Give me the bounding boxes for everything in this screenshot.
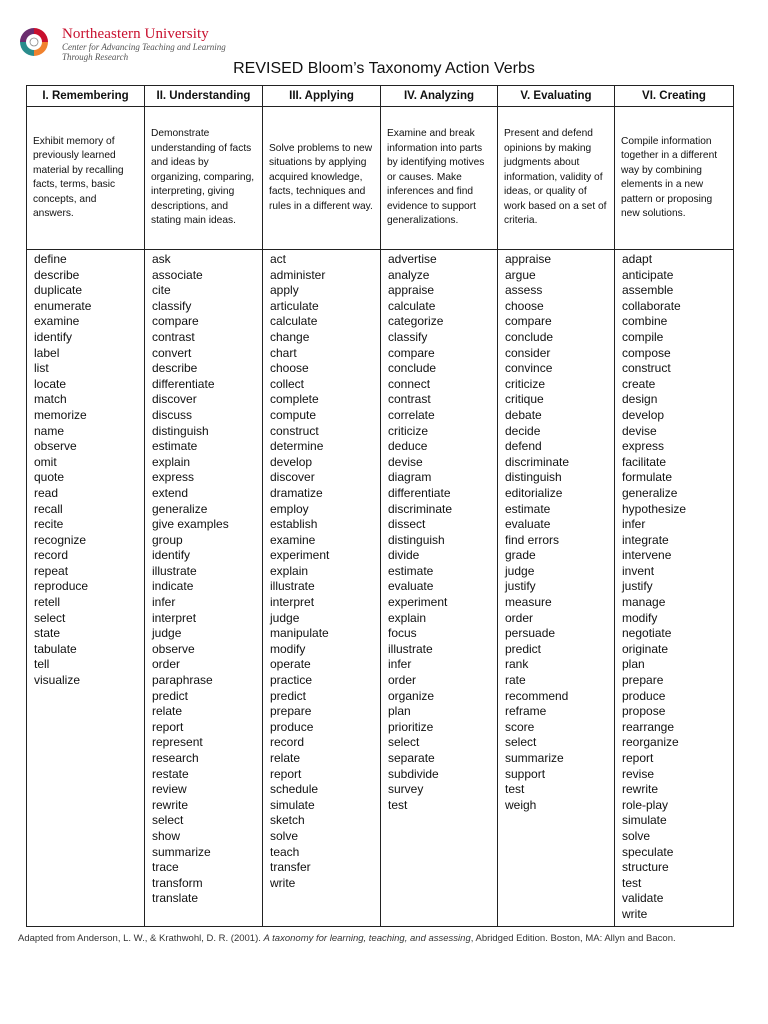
- verb-item: solve: [270, 828, 299, 843]
- verb-item: read: [34, 485, 59, 500]
- verb-item: compile: [622, 329, 664, 344]
- verb-item: design: [622, 392, 658, 407]
- verb-item: label: [34, 345, 60, 360]
- verb-item: develop: [270, 454, 313, 469]
- verb-item: justify: [622, 579, 653, 594]
- verb-item: state: [34, 626, 61, 641]
- verb-list-evaluating: [498, 250, 615, 927]
- verb-item: advertise: [388, 252, 437, 266]
- verb-item: construct: [622, 361, 671, 376]
- verb-item: generalize: [622, 485, 678, 500]
- verb-item: observe: [34, 439, 77, 454]
- column-description: Exhibit memory of previously learned material by recalling facts, terms, basic concepts, and answers.: [27, 107, 145, 250]
- center-name-line-2: Through Research: [62, 52, 129, 62]
- verb-item: identify: [34, 329, 73, 344]
- verb-item: recall: [34, 501, 63, 516]
- verb-item: enumerate: [34, 298, 92, 313]
- verb-item: recite: [34, 517, 64, 532]
- verb-item: order: [388, 673, 417, 688]
- verb-item: report: [152, 719, 184, 734]
- verb-item: separate: [388, 751, 435, 765]
- verb-item: write: [270, 875, 296, 890]
- verb-item: group: [152, 532, 183, 547]
- verb-item: formulate: [622, 470, 673, 485]
- verb-item: experiment: [388, 595, 448, 610]
- citation-suffix: , Abridged Edition. Boston, MA: Allyn and Bacon.: [470, 933, 676, 944]
- verb-item: observe: [152, 641, 195, 656]
- verb-item: focus: [388, 626, 417, 641]
- verb-item: survey: [388, 782, 424, 797]
- verb-item: explain: [388, 610, 427, 625]
- verb-item: select: [505, 735, 537, 750]
- column-description: Solve problems to new situations by applying acquired knowledge, facts, techniques and rules in a different way.: [263, 107, 381, 250]
- citation-footer: [18, 933, 738, 945]
- verb-item: write: [622, 906, 648, 921]
- verb-item: explain: [152, 454, 191, 469]
- university-logo-icon: [18, 26, 50, 58]
- verb-item: diagram: [388, 470, 432, 485]
- verb-item: locate: [34, 376, 67, 391]
- verb-item: restate: [152, 766, 189, 781]
- verb-item: relate: [152, 704, 183, 719]
- verb-item: reframe: [505, 704, 547, 719]
- verb-item: apply: [270, 283, 299, 298]
- verb-item: select: [152, 813, 184, 828]
- verb-item: grade: [505, 548, 536, 563]
- verb-item: compose: [622, 345, 671, 360]
- verb-item: research: [152, 751, 199, 765]
- verb-item: decide: [505, 423, 541, 438]
- citation-book-title: A taxonomy for learning, teaching, and assessing: [263, 933, 471, 944]
- verb-item: choose: [505, 298, 544, 313]
- verb-item: assemble: [622, 283, 674, 298]
- verb-item: test: [388, 797, 408, 812]
- verb-item: differentiate: [388, 485, 451, 500]
- verb-item: interpret: [270, 595, 315, 610]
- verb-item: match: [34, 392, 67, 407]
- verb-item: identify: [152, 548, 191, 563]
- verb-item: collaborate: [622, 298, 681, 313]
- verb-item: rewrite: [152, 797, 189, 812]
- verb-item: compare: [388, 345, 435, 360]
- verb-item: retell: [34, 595, 61, 610]
- verb-item: express: [622, 439, 665, 454]
- verb-item: devise: [622, 423, 657, 438]
- verb-item: operate: [270, 657, 311, 672]
- verb-item: reproduce: [34, 579, 89, 594]
- verb-item: plan: [388, 704, 411, 719]
- verb-item: ask: [152, 252, 171, 266]
- verb-list-creating: [615, 250, 734, 927]
- verb-item: illustrate: [152, 563, 197, 578]
- verb-item: solve: [622, 828, 651, 843]
- verb-item: differentiate: [152, 376, 215, 391]
- verb-item: indicate: [152, 579, 194, 594]
- verb-item: review: [152, 782, 187, 797]
- verb-item: distinguish: [388, 532, 445, 547]
- verb-item: transform: [152, 875, 203, 890]
- verb-item: determine: [270, 439, 324, 454]
- verb-item: relate: [270, 751, 301, 765]
- verb-item: score: [505, 719, 535, 734]
- verb-item: describe: [34, 267, 80, 282]
- verb-item: contrast: [388, 392, 431, 407]
- verb-item: judge: [505, 563, 535, 578]
- verb-item: complete: [270, 392, 319, 407]
- verb-item: define: [34, 252, 67, 266]
- verb-item: measure: [505, 595, 552, 610]
- verb-item: defend: [505, 439, 542, 454]
- verb-item: visualize: [34, 673, 81, 688]
- verb-item: duplicate: [34, 283, 83, 298]
- verb-item: reorganize: [622, 735, 679, 750]
- verb-item: calculate: [388, 298, 436, 313]
- column-heading: IV. Analyzing: [381, 86, 498, 107]
- verb-list-applying: [263, 250, 381, 927]
- verb-item: recognize: [34, 532, 87, 547]
- verb-item: prepare: [622, 673, 664, 688]
- document-title: REVISED Bloom’s Taxonomy Action Verbs: [233, 60, 535, 77]
- verb-item: summarize: [152, 844, 211, 859]
- verb-item: discuss: [152, 407, 193, 422]
- verb-item: classify: [152, 298, 192, 313]
- verb-item: consider: [505, 345, 551, 360]
- verb-item: list: [34, 361, 49, 376]
- verb-item: report: [270, 766, 302, 781]
- verb-item: estimate: [388, 563, 434, 578]
- verb-item: create: [622, 376, 656, 391]
- verb-item: contrast: [152, 329, 195, 344]
- verb-item: distinguish: [152, 423, 209, 438]
- verb-item: establish: [270, 517, 318, 532]
- verb-item: facilitate: [622, 454, 667, 469]
- verb-item: validate: [622, 891, 664, 906]
- verb-item: simulate: [270, 797, 315, 812]
- verb-item: practice: [270, 673, 313, 688]
- verb-item: construct: [270, 423, 319, 438]
- verb-item: editorialize: [505, 485, 563, 500]
- verb-item: weigh: [505, 797, 537, 812]
- verb-item: structure: [622, 860, 669, 875]
- verb-item: divide: [388, 548, 420, 563]
- verb-item: find errors: [505, 532, 560, 547]
- verb-item: tell: [34, 657, 50, 672]
- verb-item: role-play: [622, 797, 669, 812]
- verbs-row: [27, 250, 734, 927]
- verb-item: rearrange: [622, 719, 675, 734]
- verb-item: infer: [388, 657, 412, 672]
- verb-item: omit: [34, 454, 57, 469]
- verb-item: compute: [270, 407, 317, 422]
- verb-item: quote: [34, 470, 65, 485]
- verb-item: originate: [622, 641, 669, 656]
- verb-item: rate: [505, 673, 526, 688]
- university-name: Northeastern University: [62, 26, 209, 42]
- verb-item: critique: [505, 392, 544, 407]
- verb-item: illustrate: [270, 579, 315, 594]
- verb-item: assess: [505, 283, 543, 298]
- verb-item: conclude: [388, 361, 437, 376]
- verb-item: devise: [388, 454, 423, 469]
- verb-item: simulate: [622, 813, 667, 828]
- taxonomy-table: [26, 85, 734, 927]
- verb-item: select: [388, 735, 420, 750]
- verb-item: employ: [270, 501, 309, 516]
- verb-item: summarize: [505, 751, 564, 765]
- verb-item: produce: [270, 719, 314, 734]
- verb-item: teach: [270, 844, 300, 859]
- citation-prefix: Adapted from Anderson, L. W., & Krathwohl, D. R. (2001).: [18, 933, 264, 944]
- verb-item: recommend: [505, 688, 569, 703]
- verb-item: argue: [505, 267, 536, 282]
- heading-row: [27, 86, 734, 107]
- verb-item: transfer: [270, 860, 311, 875]
- verb-item: convince: [505, 361, 553, 376]
- verb-item: show: [152, 828, 181, 843]
- verb-item: dissect: [388, 517, 426, 532]
- column-description: Present and defend opinions by making judgments about information, validity of ideas, or quality of work based on a set of criteria.: [498, 107, 615, 250]
- verb-item: report: [622, 751, 654, 765]
- verb-item: represent: [152, 735, 203, 750]
- verb-item: test: [622, 875, 642, 890]
- verb-item: administer: [270, 267, 326, 282]
- verb-item: examine: [34, 314, 80, 329]
- verb-item: estimate: [152, 439, 198, 454]
- verb-item: give examples: [152, 517, 229, 532]
- verb-item: memorize: [34, 407, 87, 422]
- verb-item: classify: [388, 329, 428, 344]
- verb-item: support: [505, 766, 546, 781]
- description-row: [27, 107, 734, 250]
- verb-item: deduce: [388, 439, 428, 454]
- verb-item: organize: [388, 688, 435, 703]
- verb-item: discriminate: [505, 454, 570, 469]
- verb-item: repeat: [34, 563, 69, 578]
- verb-item: choose: [270, 361, 309, 376]
- verb-item: calculate: [270, 314, 318, 329]
- verb-item: interpret: [152, 610, 197, 625]
- verb-item: manipulate: [270, 626, 329, 641]
- verb-item: cite: [152, 283, 171, 298]
- verb-item: generalize: [152, 501, 208, 516]
- verb-item: distinguish: [505, 470, 562, 485]
- verb-item: schedule: [270, 782, 319, 797]
- column-heading: V. Evaluating: [498, 86, 615, 107]
- verb-item: predict: [152, 688, 189, 703]
- verb-item: estimate: [505, 501, 551, 516]
- verb-item: describe: [152, 361, 198, 376]
- verb-item: judge: [270, 610, 300, 625]
- column-description: Compile information together in a different way by combining elements in a new pattern or proposing new solutions.: [615, 107, 734, 250]
- verb-item: criticize: [388, 423, 429, 438]
- verb-item: experiment: [270, 548, 330, 563]
- verb-item: judge: [152, 626, 182, 641]
- verb-item: discriminate: [388, 501, 453, 516]
- verb-item: infer: [622, 517, 646, 532]
- verb-item: record: [34, 548, 69, 563]
- verb-item: express: [152, 470, 195, 485]
- verb-item: integrate: [622, 532, 669, 547]
- verb-item: translate: [152, 891, 199, 906]
- verb-item: correlate: [388, 407, 435, 422]
- column-heading: III. Applying: [263, 86, 381, 107]
- verb-item: develop: [622, 407, 665, 422]
- verb-item: collect: [270, 376, 305, 391]
- verb-item: adapt: [622, 252, 653, 266]
- verb-item: discover: [270, 470, 315, 485]
- verb-item: combine: [622, 314, 668, 329]
- center-name: [62, 42, 252, 62]
- verb-item: chart: [270, 345, 297, 360]
- verb-item: justify: [505, 579, 536, 594]
- verb-item: evaluate: [505, 517, 551, 532]
- column-description: Demonstrate understanding of facts and ideas by organizing, comparing, interpreting, giving descriptions, and stating main ideas.: [145, 107, 263, 250]
- verb-item: name: [34, 423, 65, 438]
- verb-item: change: [270, 329, 310, 344]
- verb-item: rewrite: [622, 782, 659, 797]
- verb-item: order: [152, 657, 181, 672]
- verb-item: appraise: [388, 283, 435, 298]
- verb-item: dramatize: [270, 485, 323, 500]
- verb-item: speculate: [622, 844, 674, 859]
- verb-item: compare: [152, 314, 199, 329]
- verb-item: predict: [270, 688, 307, 703]
- verb-list-understanding: [145, 250, 263, 927]
- verb-item: associate: [152, 267, 203, 282]
- verb-item: conclude: [505, 329, 554, 344]
- verb-item: connect: [388, 376, 431, 391]
- verb-item: predict: [505, 641, 542, 656]
- verb-item: revise: [622, 766, 655, 781]
- verb-item: criticize: [505, 376, 546, 391]
- verb-item: illustrate: [388, 641, 433, 656]
- column-heading: VI. Creating: [615, 86, 734, 107]
- verb-item: select: [34, 610, 66, 625]
- verb-item: infer: [152, 595, 176, 610]
- verb-item: modify: [270, 641, 306, 656]
- verb-item: subdivide: [388, 766, 439, 781]
- verb-item: categorize: [388, 314, 444, 329]
- verb-item: rank: [505, 657, 529, 672]
- verb-item: modify: [622, 610, 658, 625]
- verb-item: propose: [622, 704, 666, 719]
- verb-item: analyze: [388, 267, 430, 282]
- verb-item: prioritize: [388, 719, 434, 734]
- verb-item: extend: [152, 485, 189, 500]
- verb-item: persuade: [505, 626, 556, 641]
- verb-item: test: [505, 782, 525, 797]
- verb-item: manage: [622, 595, 666, 610]
- verb-item: record: [270, 735, 305, 750]
- column-heading: I. Remembering: [27, 86, 145, 107]
- verb-list-analyzing: [381, 250, 498, 927]
- verb-item: produce: [622, 688, 666, 703]
- verb-item: evaluate: [388, 579, 434, 594]
- verb-item: appraise: [505, 252, 552, 266]
- verb-item: tabulate: [34, 641, 77, 656]
- verb-item: compare: [505, 314, 552, 329]
- verb-item: trace: [152, 860, 179, 875]
- column-heading: II. Understanding: [145, 86, 263, 107]
- verb-item: sketch: [270, 813, 305, 828]
- verb-item: examine: [270, 532, 316, 547]
- verb-item: plan: [622, 657, 645, 672]
- verb-item: articulate: [270, 298, 319, 313]
- verb-item: intervene: [622, 548, 672, 563]
- verb-item: debate: [505, 407, 542, 422]
- verb-item: convert: [152, 345, 192, 360]
- verb-item: paraphrase: [152, 673, 213, 688]
- verb-list-remembering: [27, 250, 145, 927]
- verb-item: anticipate: [622, 267, 674, 282]
- center-name-line-1: Center for Advancing Teaching and Learning: [62, 42, 226, 52]
- verb-item: invent: [622, 563, 655, 578]
- verb-item: order: [505, 610, 534, 625]
- verb-item: negotiate: [622, 626, 672, 641]
- verb-item: act: [270, 252, 287, 266]
- verb-item: discover: [152, 392, 197, 407]
- column-description: Examine and break information into parts by identifying motives or causes. Make inferences and find evidence to support generalizations.: [381, 107, 498, 250]
- verb-item: explain: [270, 563, 309, 578]
- verb-item: prepare: [270, 704, 312, 719]
- verb-item: hypothesize: [622, 501, 687, 516]
